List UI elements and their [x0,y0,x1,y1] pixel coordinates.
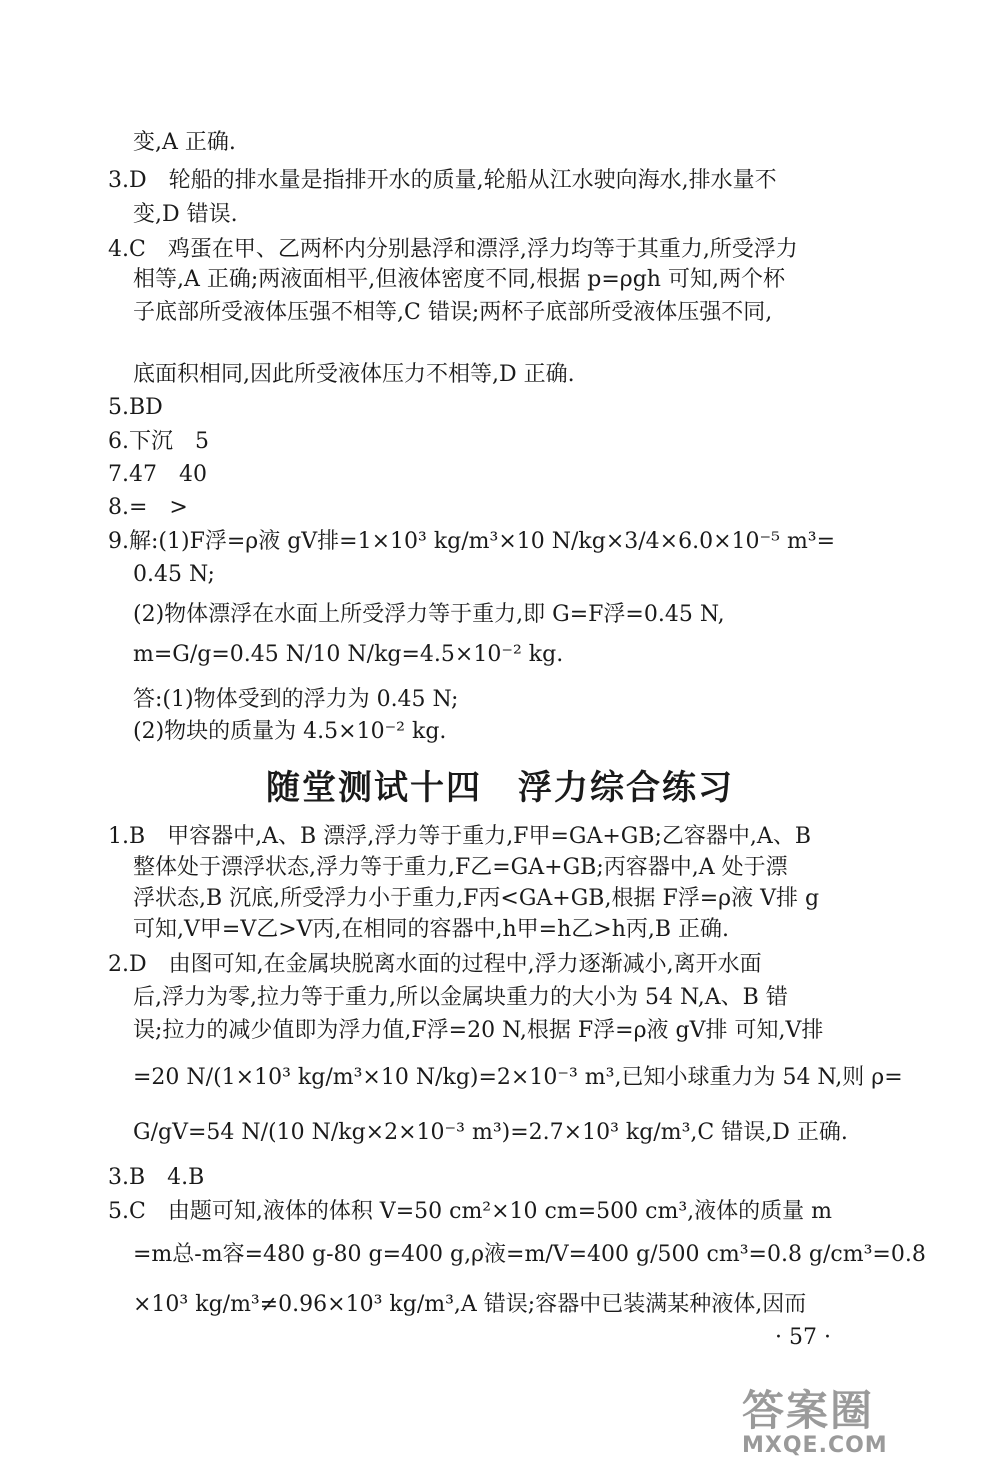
text-line: 底面积相同,因此所受液体压力不相等,D 正确. [133,362,575,387]
watermark-logo [742,1388,888,1458]
text-line: 子底部所受液体压强不相等,C 错误;两杯子底部所受液体压强不同, [133,300,773,325]
text-line: 3.B 4.B [108,1165,205,1190]
text-line: 2.D 由图可知,在金属块脱离水面的过程中,浮力逐渐减小,离开水面 [108,952,762,977]
text-line: 9.解:(1)F浮=ρ液 gV排=1×10³ kg/m³×10 N/kg×3/4×6.0×10⁻⁵ m³= [108,529,836,554]
text-line: 浮状态,B 沉底,所受浮力小于重力,F丙<GA+GB,根据 F浮=ρ液 V排 g [133,886,820,911]
text-line: 7.47 40 [108,462,207,487]
text-line: (2)物块的质量为 4.5×10⁻² kg. [133,719,447,744]
text-line: 相等,A 正确;两液面相平,但液体密度不同,根据 p=ρgh 可知,两个杯 [133,267,785,292]
text-line: =m总-m容=480 g-80 g=400 g,ρ液=m/V=400 g/500 cm³=0.8 g/cm³=0.8 [133,1242,926,1267]
text-line: m=G/g=0.45 N/10 N/kg=4.5×10⁻² kg. [133,642,564,667]
text-line: 后,浮力为零,拉力等于重力,所以金属块重力的大小为 54 N,A、B 错 [133,985,788,1010]
text-line: 6.下沉 5 [108,429,209,454]
section-title: 随堂测试十四 浮力综合练习 [266,768,734,808]
text-line: 变,A 正确. [133,130,236,155]
text-line: 答:(1)物体受到的浮力为 0.45 N; [133,687,459,712]
text-line: 0.45 N; [133,562,215,587]
text-line: 5.C 由题可知,液体的体积 V=50 cm²×10 cm=500 cm³,液体的质量 m [108,1199,832,1224]
page-number: · 57 · [775,1325,831,1350]
text-line: (2)物体漂浮在水面上所受浮力等于重力,即 G=F浮=0.45 N, [133,602,725,627]
text-line: 整体处于漂浮状态,浮力等于重力,F乙=GA+GB;丙容器中,A 处于漂 [133,855,788,880]
text-line: 可知,V甲=V乙>V丙,在相同的容器中,h甲=h乙>h丙,B 正确. [133,917,730,942]
text-line: 1.B 甲容器中,A、B 漂浮,浮力等于重力,F甲=GA+GB;乙容器中,A、B [108,824,811,849]
text-line: 变,D 错误. [133,202,238,227]
text-line: ×10³ kg/m³≠0.96×10³ kg/m³,A 错误;容器中已装满某种液体,因而 [133,1292,807,1317]
watermark-url: MXQE.COM [742,1433,888,1458]
text-line: 误;拉力的减少值即为浮力值,F浮=20 N,根据 F浮=ρ液 gV排 可知,V排 [133,1018,824,1043]
text-line: 3.D 轮船的排水量是指排开水的质量,轮船从江水驶向海水,排水量不 [108,168,777,193]
text-line: 4.C 鸡蛋在甲、乙两杯内分别悬浮和漂浮,浮力均等于其重力,所受浮力 [108,237,798,262]
text-line: 8.= > [108,495,188,520]
text-line: =20 N/(1×10³ kg/m³×10 N/kg)=2×10⁻³ m³,已知小球重力为 54 N,则 ρ= [133,1065,903,1090]
watermark-text: 答案圈 [742,1386,875,1435]
text-line: 5.BD [108,395,163,420]
text-line: G/gV=54 N/(10 N/kg×2×10⁻³ m³)=2.7×10³ kg/m³,C 错误,D 正确. [133,1120,848,1145]
